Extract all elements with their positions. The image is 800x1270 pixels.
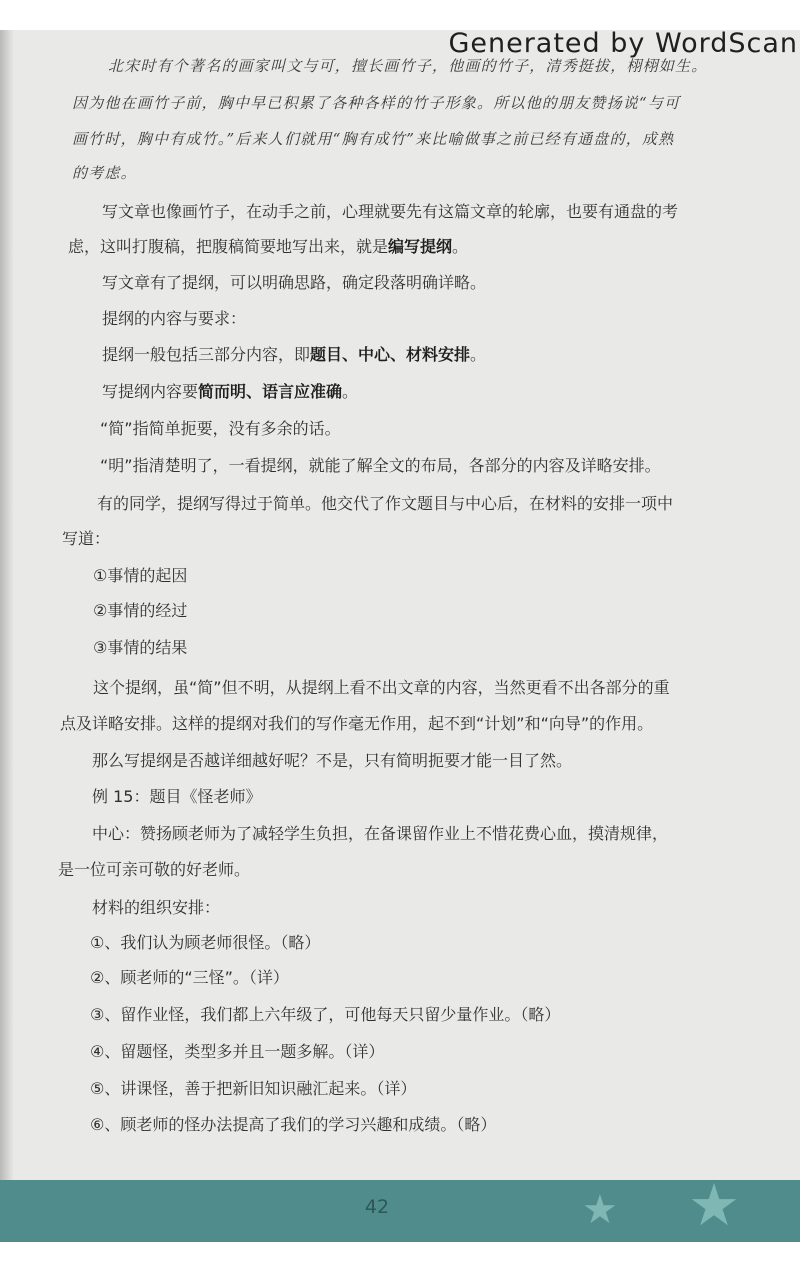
text-segment: 写提纲内容要 [102,382,199,401]
watermark: Generated by WordScan [448,28,798,59]
text-line: 有的同学，提纲写得过于简单。他交代了作文题目与中心后，在材料的安排一项中 [97,494,674,513]
text-line: 这个提纲，虽“简”但不明，从提纲上看不出文章的内容，当然更看不出各部分的重 [93,678,670,697]
text-line: ④、留题怪，类型多并且一题多解。（详） [90,1042,385,1061]
text-line: ①、我们认为顾老师很怪。（略） [90,933,321,952]
page-edge-shadow [0,30,14,1242]
text-line: 提纲的内容与要求： [102,309,247,328]
bold-term: 题目、中心、材料安排 [310,345,471,364]
text-segment: 。 [452,237,469,256]
text-line: ②事情的经过 [93,601,188,620]
text-line: “明”指清楚明了，一看提纲，就能了解全文的布局，各部分的内容及详略安排。 [100,456,661,475]
text-line: 的考虑。 [72,164,137,182]
text-segment: 。 [470,345,487,364]
text-line: 北宋时有个著名的画家叫文与可，擅长画竹子，他画的竹子，清秀挺拔，栩栩如生。 [108,57,708,75]
text-line: 写文章也像画竹子，在动手之前，心理就要先有这篇文章的轮廓，也要有通盘的考 [102,202,679,221]
text-line: “简”指简单扼要，没有多余的话。 [100,419,341,438]
bottom-margin [0,1242,800,1270]
star-icon: ★ [582,1187,618,1233]
text-line: 因为他在画竹子前，胸中早已积累了各种各样的竹子形象。所以他的朋友赞扬说“与可 [72,94,681,112]
bold-term: 编写提纲 [388,237,453,256]
page-number: 42 [364,1196,390,1218]
bold-term: 简而明、语言应准确 [198,382,343,401]
text-line [102,345,800,365]
text-line: 画竹时，胸中有成竹。”后来人们就用“胸有成竹”来比喻做事之前已经有通盘的，成熟 [72,130,675,148]
text-segment: 。 [342,382,359,401]
scanned-page [0,30,800,1242]
text-line: 那么写提纲是否越详细越好呢？不是，只有简明扼要才能一目了然。 [92,751,573,770]
page-footer-band [0,1171,800,1242]
text-line [102,382,800,402]
text-line: 中心：赞扬顾老师为了减轻学生负担，在备课留作业上不惜花费心血，摸清规律， [92,824,669,843]
star-icon: ★ [688,1171,740,1239]
text-line: ③、留作业怪，我们都上六年级了，可他每天只留少量作业。（略） [90,1005,561,1024]
text-line: ⑥、顾老师的怪办法提高了我们的学习兴趣和成绩。（略） [90,1115,497,1134]
text-line: ③事情的结果 [93,638,188,657]
text-line: 点及详略安排。这样的提纲对我们的写作毫无作用，起不到“计划”和“向导”的作用。 [60,714,654,733]
text-line: ⑤、讲课怪，善于把新旧知识融汇起来。（详） [90,1079,417,1098]
text-segment: 提纲一般包括三部分内容，即 [102,345,311,364]
text-line: ②、顾老师的“三怪”。（详） [90,968,289,987]
text-line [68,237,800,257]
text-line: ①事情的起因 [93,566,188,585]
text-line: 写文章有了提纲，可以明确思路，确定段落明确详略。 [102,273,487,292]
text-line: 例 15：题目《怪老师》 [92,787,262,806]
text-line: 是一位可亲可敬的好老师。 [58,860,251,879]
text-line: 写道： [62,529,111,548]
text-line: 材料的组织安排： [92,898,221,917]
text-segment: 虑，这叫打腹稿，把腹稿简要地写出来，就是 [68,237,389,256]
